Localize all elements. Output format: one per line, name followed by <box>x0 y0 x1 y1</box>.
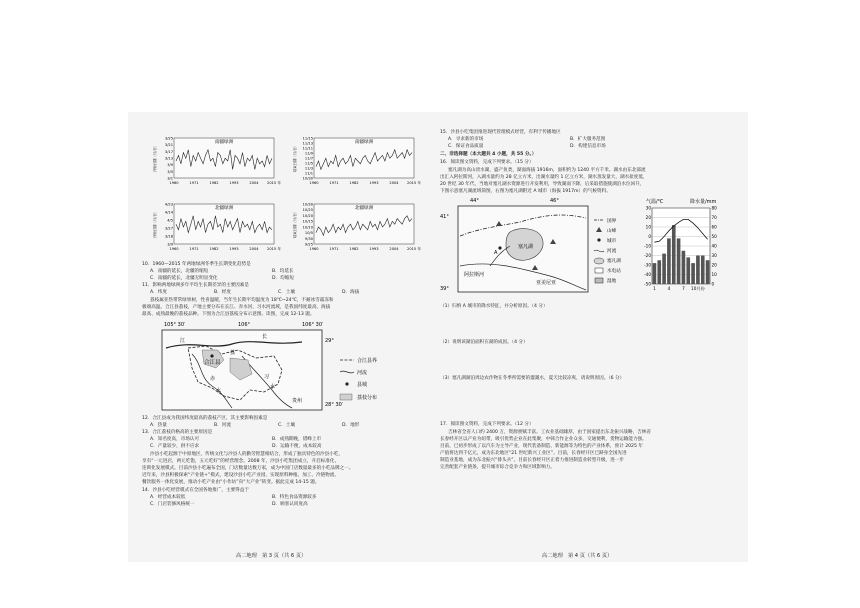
precip-bar <box>667 238 671 284</box>
legend-label: 河流 <box>357 370 368 376</box>
x-tick-label: 7 <box>682 286 685 291</box>
q17-para-5: 制造业基地，成为东北振兴“排头兵”。目前长春经开区正着力推进制造业转型升级，进一步 <box>440 458 624 463</box>
q15-c: C．保证食品质量 <box>448 144 484 149</box>
left-axis-title: 气温/℃ <box>646 199 664 205</box>
x-tick-label: 2015 年 <box>267 181 281 185</box>
page-footer: 高二地理 第 3 页（共 6 页） <box>236 553 307 559</box>
map-label: 荔 <box>230 350 236 356</box>
x-tick-label: 1993 <box>369 247 379 251</box>
legend-swatch <box>597 238 600 241</box>
sevan-map <box>440 196 632 296</box>
q11-a: A．纬度 <box>150 290 167 295</box>
q12-b: B．河流 <box>214 423 231 428</box>
left-tick-label: 0 <box>648 234 651 240</box>
precip-bar <box>706 260 710 284</box>
chart-south-end <box>292 130 421 188</box>
x-tick-label: 2004 <box>249 247 259 251</box>
y-tick-label: 3/13 <box>164 156 173 161</box>
y-tick-label: 3/25 <box>164 136 173 141</box>
precip-bar <box>691 263 695 284</box>
map-tick: 46° <box>550 198 559 204</box>
lychee-intro-2: 极端高温。合江县荔枝，产地主要分布在长江、赤水河、习水河流域，是我国纬度最高、海拔 <box>142 305 331 310</box>
q17-para-2: 长春经开区以产业为纽带，吸引优势企业在此集聚，中韩合作企业众多，交通便利，货物运输能力强。 <box>440 437 647 442</box>
y-tick-label: 9/30 <box>304 236 313 241</box>
y-tick-label: 10/15 <box>302 219 313 224</box>
q10-a: A．南疆的延长，北疆的缩短 <box>150 269 209 274</box>
y-tick-label: 4/5 <box>167 218 173 223</box>
legend-swatch <box>596 227 602 232</box>
x-tick-label: 2004 <box>249 181 259 185</box>
map-label: 水 <box>270 384 276 390</box>
x-tick-label: 1993 <box>229 247 239 251</box>
precip-bar <box>653 263 657 284</box>
x-tick-label: 1971 <box>329 247 339 251</box>
oasis-charts <box>152 130 422 260</box>
precip-bar <box>701 256 705 285</box>
q16-para-2: 出汇入阿拉斯河，入湖水量约为 28 亿立方米，出湖水量约 1 亿立方米，湖水蒸发量大，湖水盐度低， <box>440 175 648 180</box>
county-seat-marker <box>210 354 213 357</box>
q10-stem: 10．1960—2015 年两地绿洲冬季生长期变化趋势是 <box>142 262 251 267</box>
q16-para-4: 下图示意塞凡湖流域简图，右图为塞凡湖附近 A 城市（海拔 1917m）的气候资料。 <box>440 189 611 194</box>
q15-stem: 15．沙县小吃集团推进现代管理模式经营，有利于传播地区 <box>440 130 561 135</box>
q13-a: A．知名度高，市场认可 <box>150 437 200 442</box>
q14-d: D．顾客认同度高 <box>272 502 308 507</box>
y-axis-label: 结束日期（月/日） <box>293 143 297 173</box>
q13-d: D．运输不便，成本较高 <box>272 444 322 449</box>
y-tick-label: 10/5 <box>304 231 313 236</box>
y-tick-label: 3/27 <box>164 226 173 231</box>
map-tick: 39° <box>440 286 449 292</box>
y-tick-label: 10/30 <box>302 202 313 207</box>
q12-c: C．土壤 <box>278 423 295 428</box>
map-label: 塞凡湖 <box>518 244 534 250</box>
legend-label: 国界 <box>607 219 617 224</box>
map-tick: 105° 30′ <box>164 322 186 328</box>
x-tick-label: 1960 <box>309 247 319 251</box>
q17-para-3: 目前，已初步形成了以汽车为主导产业，现代装备制造、新能源等为特色的产业体系，预计 2025 年 <box>440 444 643 449</box>
left-tick-label: -50 <box>644 281 651 287</box>
y-tick-label: 3/1 <box>167 176 173 181</box>
y-tick-label: 11/1 <box>304 171 313 176</box>
chart-north-start <box>152 196 281 254</box>
q12-d: D．地形 <box>342 423 360 428</box>
map-tick: 29° <box>325 338 334 344</box>
x-tick-label: 10月份 <box>691 286 705 291</box>
right-tick-label: 40 <box>711 243 717 249</box>
chart-south-start <box>152 130 281 188</box>
q16-sub-2: （2）说明该湖泊面积在湖的成因。（4 分） <box>440 340 528 345</box>
q15-b: B．扩大服务范围 <box>570 137 606 142</box>
q12-a: A．热量 <box>150 423 167 428</box>
legend-swatch <box>594 250 604 252</box>
legend-swatch <box>345 382 348 385</box>
map-label: 合江县 <box>204 360 221 366</box>
y-axis-label: 开始日期（月/日） <box>153 143 157 173</box>
right-tick-label: 0 <box>711 281 715 287</box>
hejiang-map <box>152 320 402 412</box>
y-tick-label: 3/9 <box>167 163 173 168</box>
q14-b: B．特色食品资源较多 <box>272 495 317 500</box>
page-3 <box>142 130 434 559</box>
chart-svg <box>292 130 421 188</box>
shaxian-passage-1: 沙县小吃起源于中原地区，传统文化与沙县人的勤劳智慧相结合，形成了独具特色的沙县小吃， <box>150 452 343 457</box>
x-tick-label: 1960 <box>169 247 179 251</box>
precip-bar <box>657 260 661 284</box>
right-tick-label: 10 <box>711 272 717 278</box>
right-axis-title: 降水量/mm <box>690 199 717 205</box>
chart-svg <box>152 130 281 188</box>
right-tick-label: 50 <box>711 234 717 240</box>
q13-c: C．产量较少，供不应求 <box>150 444 200 449</box>
precip-bar <box>677 238 681 284</box>
y-tick-label: 10/30 <box>302 176 313 181</box>
y-axis-label: 开始日期（月/日） <box>153 209 157 239</box>
map-label: A <box>494 250 498 256</box>
y-axis-label: 结束日期（月/日） <box>293 209 297 239</box>
shaxian-passage-2: 享有“一元进店，两元吃饱，五元吃好”的经营理念。2008 年，沙县小吃集团成立，开启标准化、 <box>142 459 340 464</box>
y-tick-label: 11/5 <box>304 161 313 166</box>
q13-b: B．成熟期晚，错峰上市 <box>272 437 322 442</box>
x-tick-label: 1982 <box>349 181 359 185</box>
map-label: 江 <box>180 338 186 344</box>
y-tick-label: 3/17 <box>164 149 173 154</box>
y-tick-label: 4/14 <box>164 210 173 215</box>
q15-d: D．构建信息市场 <box>570 144 606 149</box>
x-tick-label: 1960 <box>309 181 319 185</box>
right-tick-label: 20 <box>711 262 717 268</box>
legend-label: 山峰 <box>607 229 617 234</box>
x-tick-label: 1982 <box>349 247 359 251</box>
map-label: 赤 <box>210 376 216 382</box>
y-tick-label: 11/13 <box>302 141 313 146</box>
q12-stem: 12．合江县成为我国纬度最高的荔枝产区，其主要影响因素是 <box>142 416 268 421</box>
y-tick-label: 3/18 <box>164 234 173 239</box>
right-tick-label: 70 <box>711 215 717 221</box>
x-tick-label: 2015 年 <box>267 247 281 251</box>
left-tick-label: 20 <box>645 215 651 221</box>
q10-b: B．均延长 <box>272 269 294 274</box>
x-tick-label: 1982 <box>209 247 219 251</box>
map2-legend <box>594 217 621 284</box>
q11-stem: 11．影响两地绿洲多年平均生长期差异的主要因素是 <box>142 283 249 288</box>
lychee-intro-3: 最高、成熟最晚的荔枝品种。下图为合江县荔枝分布示意图。读图，完成 12-13 题。 <box>142 312 315 317</box>
right-tick-label: 30 <box>711 253 717 259</box>
legend-label: 县城 <box>357 382 368 388</box>
q17-para-1: 吉林省全省人口约 2400 万，资源禀赋丰富。工农业基础雄厚，由于国家提出东北振兴战略，吉林省 <box>448 430 651 435</box>
precip-bar <box>696 256 700 285</box>
y-tick-label: 10/25 <box>302 208 313 213</box>
x-tick-label: 1993 <box>369 181 379 185</box>
y-tick-label: 11/15 <box>302 136 313 141</box>
x-tick-label: 1971 <box>189 181 199 185</box>
chart-title: 南疆绿洲 <box>354 140 374 145</box>
q14-stem: 14．沙县小吃经营模式在全国各地推广，主要得益于 <box>142 488 249 493</box>
lychee-intro-1: 荔枝属亚热带常绿果树，性喜温暖，当年生长期平均温度为 18℃~24℃，不耐冰雪霜冻和 <box>150 298 334 303</box>
legend-label: 合江县界 <box>357 358 378 364</box>
y-tick-label: 3/21 <box>164 143 173 148</box>
page-footer: 高二地理 第 4 页（共 6 页） <box>542 553 613 559</box>
q15-a: A．寻求新的市场 <box>448 137 484 142</box>
map-tick: 106° <box>238 322 251 328</box>
q17-para-6: 完善配套产业链条，提升城市综合竞争力和区域影响力。 <box>440 465 555 470</box>
y-tick-label: 11/3 <box>304 166 313 171</box>
q10-c: C．南疆的延长，北疆无明显变化 <box>150 276 218 281</box>
q11-d: D．海拔 <box>342 290 360 295</box>
precip-bar <box>682 251 686 284</box>
y-tick-label: 10/10 <box>302 225 313 230</box>
q13-stem: 13．合江荔枝价格高的主要原因是 <box>142 430 213 435</box>
q11-b: B．经度 <box>214 290 231 295</box>
left-tick-label: 30 <box>645 205 651 211</box>
x-tick-label: 2004 <box>389 247 399 251</box>
y-tick-label: 9/25 <box>304 242 313 247</box>
precip-bar <box>672 225 676 284</box>
legend-label: 河流 <box>607 249 617 254</box>
legend-label: 水电站 <box>607 269 621 274</box>
legend-label: 塞凡湖 <box>607 259 621 264</box>
legend-swatch <box>340 371 354 373</box>
y-tick-label: 3/9 <box>167 242 173 247</box>
legend-label: 湿地 <box>607 279 617 284</box>
x-tick-label: 2004 <box>389 181 399 185</box>
x-tick-label: 1982 <box>209 181 219 185</box>
q16-sub-3: （3）塞凡湖湖泊周边农作物在冬季所需要的灌溉水，夏天比较凉爽，请说明原因。（6 分） <box>440 376 625 381</box>
map-label: 亚美尼亚 <box>536 280 557 286</box>
shaxian-passage-4: 近年来，沙县积极探索“产业链+”模式，建设沙县小吃产业园，实现原料种植、加工、冷链物流、 <box>142 473 339 478</box>
x-tick-label: 1 <box>653 286 656 291</box>
y-tick-label: 4/23 <box>164 202 173 207</box>
legend-label: 荔枝分布 <box>357 395 378 401</box>
legend-swatch <box>594 258 604 264</box>
map-tick: 44° <box>470 198 479 204</box>
x-tick-label: 2015 年 <box>407 181 421 185</box>
map-label: 阿拉斯河 <box>464 272 485 278</box>
x-tick-label: 1960 <box>169 181 179 185</box>
shaxian-passage-3: 连锁化发展模式。目前沙县小吃遍布全国，门店数量达数万家，成为中国门店数量最多的小吃品牌之一。 <box>142 466 354 471</box>
q16-sub-1: （1）归纳 A 城市的降水特征，并分析原因。（4 分） <box>440 304 548 309</box>
chart-title: 北疆绿洲 <box>354 206 374 211</box>
map-label: 习 <box>264 374 270 380</box>
y-tick-label: 11/11 <box>302 146 313 151</box>
map-label: 水 <box>216 388 222 394</box>
q16-para-3: 20 世纪 30 年代，当地对塞凡湖水资源进行开发利用，导致湖面下降，后采取措施使湖泊水位回升， <box>440 182 645 187</box>
chart-title: 南疆绿洲 <box>214 140 234 145</box>
x-tick-label: 1993 <box>229 181 239 185</box>
shaxian-passage-5: 餐饮服务一体化发展，推动小吃产业由“小作坊”向“大产业”转变。据此完成 14-15 题。 <box>142 480 320 485</box>
map-label: 长 <box>262 334 268 340</box>
q16-para-1: 塞凡湖为高山淡水湖，盛产鱼类，湖面海拔 1916m，面积约为 1240 平方千米。湖水由东北部流 <box>448 168 646 173</box>
legend-swatch <box>595 268 603 273</box>
exam-sheet <box>128 112 748 562</box>
y-tick-label: 10/20 <box>302 213 313 218</box>
map-tick: 28° 30′ <box>325 402 343 408</box>
precip-bar <box>686 257 690 284</box>
map-label: 贵州 <box>292 398 303 404</box>
city-a-marker <box>498 246 501 249</box>
map-tick: 106° 30′ <box>302 322 324 328</box>
chart-svg <box>152 196 281 254</box>
q17-para-4: 产值将达到千亿元，成为东北地区“21 世纪新兴工业区”。目前，长春经开区已跻身全国先进 <box>440 451 627 456</box>
x-tick-label: 2015 年 <box>407 247 421 251</box>
right-tick-label: 60 <box>711 224 717 230</box>
left-tick-label: -20 <box>644 253 651 259</box>
left-tick-label: -30 <box>644 262 651 268</box>
q10-d: D．均缩短 <box>272 276 294 281</box>
q17-stem: 17．阅读图文资料，完成下列要求。（12 分） <box>440 422 534 427</box>
left-tick-label: 10 <box>645 224 651 230</box>
q14-c: C．门店装修风格统一 <box>150 502 195 507</box>
legend-label: 城市 <box>607 239 617 244</box>
right-tick-label: 80 <box>711 205 717 211</box>
y-tick-label: 11/9 <box>304 151 313 156</box>
chart-svg <box>292 196 421 254</box>
left-tick-label: -10 <box>644 243 651 249</box>
x-tick-label: 4 <box>667 286 671 291</box>
x-tick-label: 1971 <box>189 247 199 251</box>
legend-swatch <box>595 278 603 283</box>
q11-c: C．土壤 <box>278 290 295 295</box>
climate-chart <box>636 196 728 296</box>
section-heading: 二、非选择题（本大题共 4 小题，共 55 分。） <box>440 152 537 157</box>
chart-title: 北疆绿洲 <box>214 206 234 211</box>
chart-north-end <box>292 196 421 254</box>
left-tick-label: -40 <box>644 272 651 278</box>
precip-bar <box>662 254 666 284</box>
legend-swatch <box>340 394 352 400</box>
x-tick-label: 1971 <box>329 181 339 185</box>
map-tick: 41° <box>440 214 449 220</box>
q14-a: A．经营成本较低 <box>150 495 186 500</box>
page-4 <box>440 130 732 559</box>
q16-stem: 16．阅读图文资料，完成下列要求。（15 分） <box>440 160 534 165</box>
y-tick-label: 3/5 <box>167 169 173 174</box>
y-tick-label: 11/7 <box>304 156 313 161</box>
